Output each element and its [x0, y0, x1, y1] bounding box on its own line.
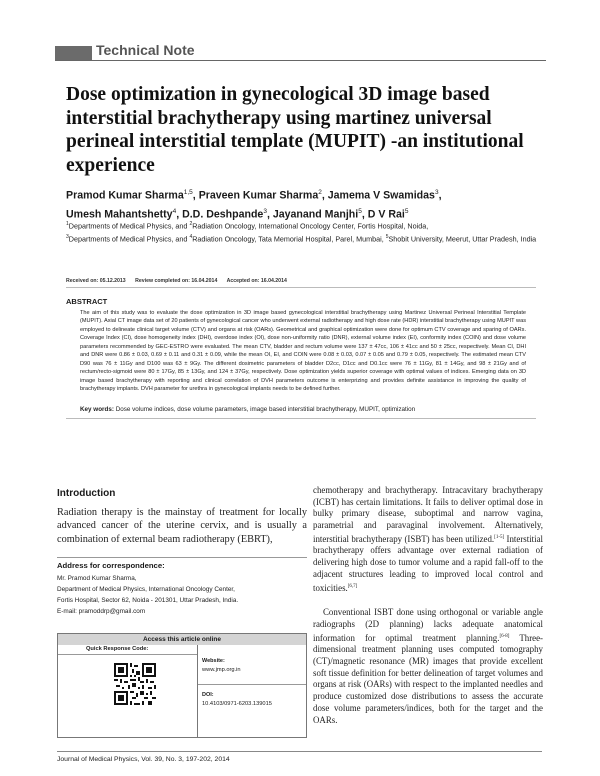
review-date: Review completed on: 16.04.2014: [135, 278, 218, 284]
body-right-column: [313, 485, 543, 726]
header-divider: [55, 60, 546, 61]
author-separator: ,: [361, 208, 368, 221]
website-link[interactable]: www.jmp.org.in: [202, 667, 241, 673]
access-heading: Access this article online: [58, 634, 306, 645]
citation: [1-5]: [494, 534, 505, 540]
author-name: D.D. Deshpande: [182, 208, 264, 221]
author-separator: ,: [438, 189, 442, 202]
author-name: Pramod Kumar Sharma: [66, 189, 184, 202]
website-label: Website:: [202, 658, 225, 664]
paragraph-text: Interstitial brachytherapy offers advantage over external radiation of delivering high dose to tumor volume and a rapid fall-off to the adjacent structures leading to improved local control and toxicities.: [313, 533, 543, 593]
journal-footer: Journal of Medical Physics, Vol. 39, No. 3, 197-202, 2014: [57, 756, 230, 763]
divider: [198, 684, 306, 685]
doi-link[interactable]: 10.4103/0971-6203.139015: [202, 701, 272, 707]
affiliation-3: Departments of Medical Physics, and: [68, 234, 190, 244]
divider: [197, 645, 198, 737]
paragraph-text: chemotherapy and brachytherapy. Intracavitary brachytherapy (ICBT) has certain limitations. It fails to deliver optimal dose in bulky primary disease, suboptimal and narrow vagina, parametrial and paravaginal involvement. Alternatively, interstitial brachytherapy (ISBT) has been utilized.: [313, 485, 543, 544]
affiliation-1: Departments of Medical Physics, and: [68, 221, 190, 231]
author-affiliation-mark: 3: [263, 207, 267, 215]
qr-code-icon[interactable]: [114, 663, 156, 705]
qr-label: Quick Response Code:: [86, 646, 149, 652]
abstract-heading: ABSTRACT: [66, 297, 108, 306]
paragraph: [313, 485, 543, 594]
author-separator: ,: [192, 189, 199, 202]
author-name: Jayanand Manjhi: [272, 208, 359, 221]
correspondence-address: Fortis Hospital, Sector 62, Noida - 201301, Uttar Pradesh, India.: [57, 597, 239, 604]
author-affiliation-mark: 1,5: [183, 189, 193, 196]
author-name: Praveen Kumar Sharma: [198, 189, 319, 202]
keywords: [80, 405, 530, 414]
author-affiliation-mark: 2: [318, 189, 322, 196]
author-list: [66, 185, 536, 222]
received-date: Received on: 05.12.2013: [66, 278, 126, 284]
paragraph: [313, 607, 543, 726]
affiliation-2: Radiation Oncology, International Oncology Center, Fortis Hospital, Noida,: [192, 221, 429, 231]
correspondence-dept: Department of Medical Physics, International Oncology Center,: [57, 586, 235, 593]
divider: [66, 287, 536, 288]
author-affiliation-mark: 4: [172, 207, 177, 215]
section-heading-introduction: Introduction: [57, 488, 116, 499]
author-affiliation-mark: 5: [358, 207, 362, 215]
footer-divider: [57, 751, 542, 752]
article-dates: [66, 278, 536, 284]
keywords-text: Dose volume indices, dose volume parameters, image based interstitial brachytherapy, MUPIT, optimization: [115, 406, 416, 413]
author-affiliation-mark: 3: [434, 189, 439, 196]
author-name: Umesh Mahantshetty: [66, 208, 173, 221]
author-separator: ,: [266, 208, 273, 221]
divider: [57, 557, 307, 558]
paragraph-text: Conventional ISBT done using orthogonal or variable angle radiographs (2D planning) lacks adequate anatomical information for optimal treatment planning.: [313, 607, 543, 643]
keywords-label: Key words:: [80, 406, 114, 413]
affiliation-5: Shobit University, Meerut, Uttar Pradesh, India: [388, 234, 537, 244]
author-separator: ,: [321, 189, 328, 202]
correspondence-name: Mr. Pramod Kumar Sharma,: [57, 575, 137, 582]
section-bar: [55, 46, 92, 60]
correspondence-email[interactable]: E-mail: pramoddrp@gmail.com: [57, 608, 146, 615]
author-name: Jamema V Swamidas: [327, 189, 435, 202]
accepted-date: Accepted on: 16.04.2014: [226, 278, 287, 284]
author-affiliation-mark: 5: [404, 207, 409, 215]
affiliations: $^1$Departments of Medical Physics, and $^2$Radiation Oncology, International Oncology Center, Fortis Hospital, Noida, $^3$Departments of Medical Physics, and $^4$Radiation Oncology, Tata Memorial Hospital, Parel, Mumbai, $^5$Shobit University, Meerut, Uttar Pradesh, India: [66, 221, 537, 244]
paragraph-text: Three-dimensional treatment planning uses computed tomography (CT)/magnetic resonance (MR) images that provide excellent soft tissue definition for better delineation of target volumes and organs at risk (OARs) with respect to the implanted needles and produce customized dose distributions to assess the accurate dose volume parameters/indices, both for the target and the OARs.: [313, 632, 543, 725]
intro-paragraph: Radiation therapy is the mainstay of treatment for locally advanced cancer of the uterine cervix, and is usually a combination of external beam radiotherapy (EBRT),: [57, 507, 307, 545]
section-label: Technical Note: [96, 42, 195, 58]
divider: [58, 654, 197, 655]
paper-title: Dose optimization in gynecological 3D image based interstitial brachytherapy using martinez universal perineal interstitial template (MUPIT) -an institutional experience: [66, 84, 524, 176]
citation: [6-8]: [499, 633, 510, 639]
citation: [6,7]: [347, 583, 358, 589]
abstract-text: The aim of this study was to evaluate the dose optimization in 3D image based gynecological interstitial brachytherapy using Martinez Universal Perineal Interstitial Template (MUPIT). Axial CT image data set of 20 patients of gynecological cancer who underwent external radiotherapy and high dose rate (HDR) interstitial brachytherapy using MUPIT was employed to delineate clinical target volume (CTV) and organs at risk (OARs). Geometrical and graphical optimization were done for optimum CTV coverage and sparing of OARs. Coverage Index (CI), dose homogeneity index (DHI), overdose index (OI), dose non-uniformity ratio (DNR), external volume index (EI), conformity index (COIN) and dose volume parameters recommended by GEC-ESTRO were evaluated. The mean CTV, bladder and rectum volume were 137 ± 47cc, 106 ± 41cc and 50 ± 25cc, respectively. Mean CI, DHI and DNR were 0.86 ± 0.03, 0.69 ± 0.11 and 0.31 ± 0.09, while the mean OI, EI, and COIN were 0.08 ± 0.03, 0.07 ± 0.05 and 0.79 ± 0.05, respectively. The estimated mean CTV D90 was 76 ± 11Gy and D100 was 63 ± 9Gy. The different dosimetric parameters of bladder D2cc, D1cc and D0.1cc were 76 ± 11Gy, 81 ± 14Gy, and 98 ± 21Gy and of rectum/recto-sigmoid were 80 ± 17Gy, 85 ± 13Gy, and 124 ± 37Gy, respectively. Dose optimization yields superior coverage with optimal values of indices. Emerging data on 3D image based brachytherapy with reporting and clinical correlation of DVH parameters outcome is enterprizing and provides definite assistance in improving the quality of brachytherapy implants. DVH parameter for urethra in gynecological implants needs to be defined further.: [80, 310, 526, 393]
affiliation-4: Radiation Oncology, Tata Memorial Hospital, Parel, Mumbai,: [192, 234, 386, 244]
correspondence-block: [57, 573, 307, 617]
author-separator: ,: [176, 208, 183, 221]
author-name: D V Rai: [367, 208, 405, 221]
divider: [66, 418, 536, 419]
correspondence-heading: Address for correspondence:: [57, 561, 165, 570]
doi-label: DOI:: [202, 692, 214, 698]
